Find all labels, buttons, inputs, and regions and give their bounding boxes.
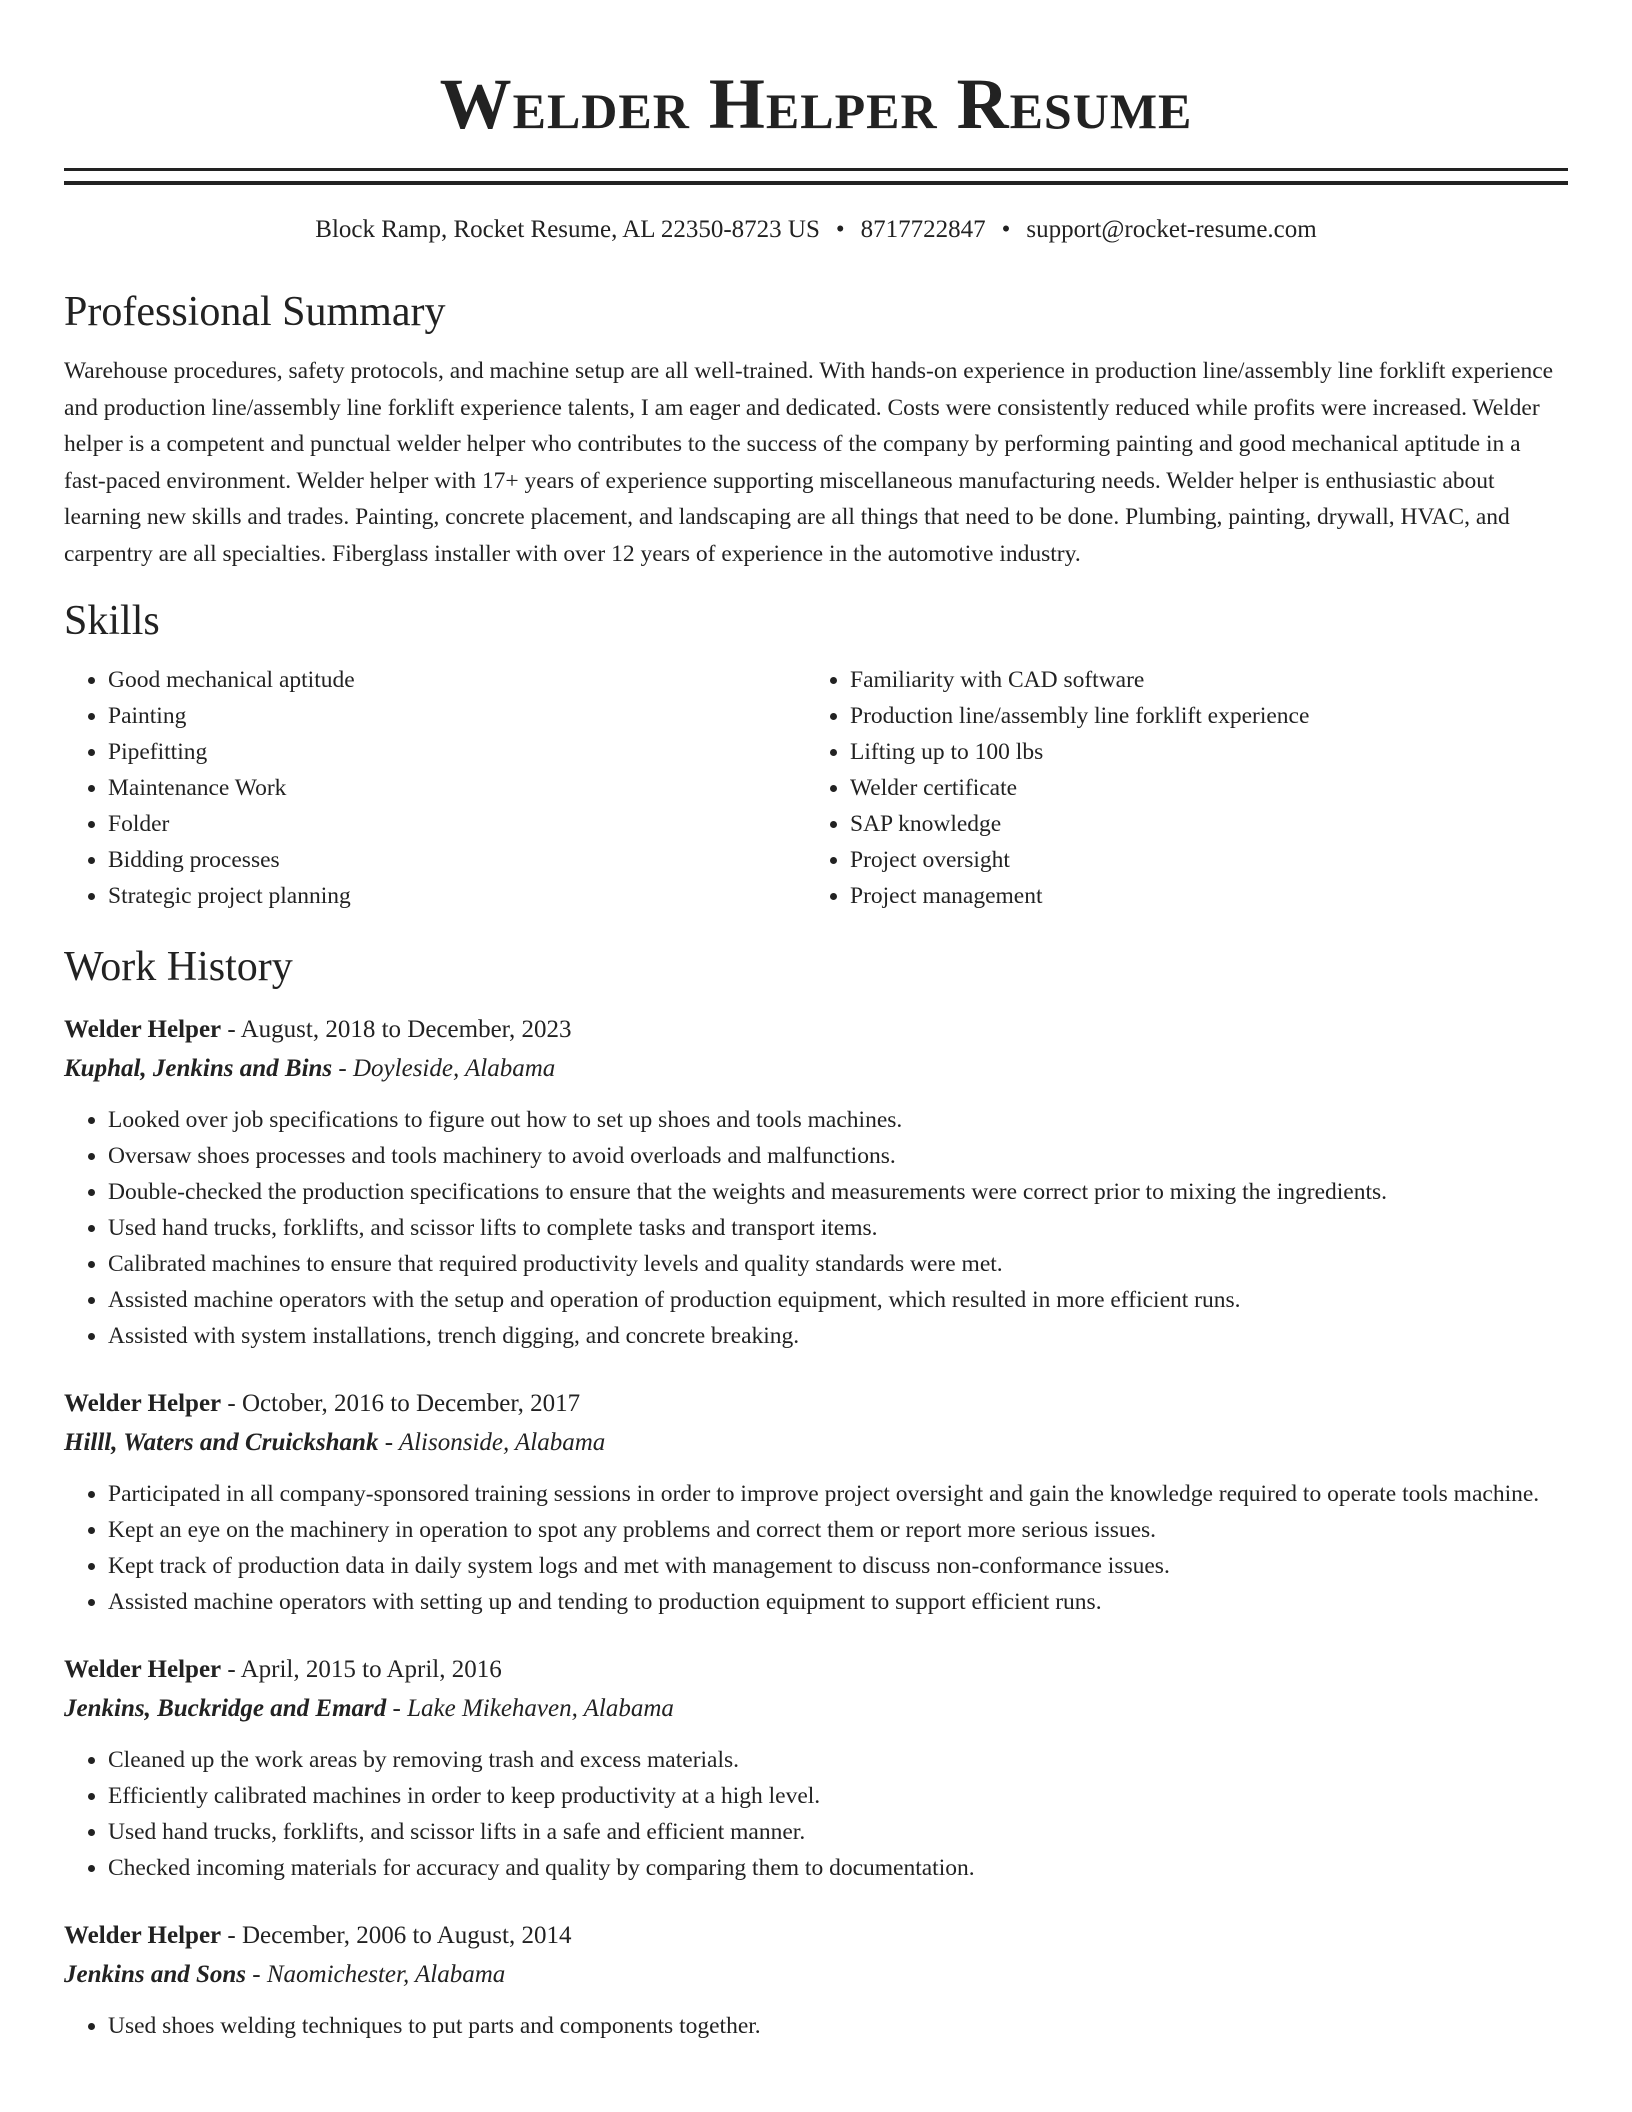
job-company: Jenkins, Buckridge and Emard [64, 1695, 387, 1722]
job-location: - Naomichester, Alabama [246, 1961, 506, 1988]
contact-separator: • [1001, 216, 1011, 243]
job-dates: - December, 2006 to August, 2014 [221, 1922, 572, 1949]
job-bullet: • Used hand trucks, forklifts, and scissor lifts in a safe and efficient manner. [108, 1814, 1568, 1850]
job-title-line [64, 1650, 1568, 1689]
skill-item: • Project oversight [850, 842, 1548, 878]
skill-item: • Painting [108, 698, 806, 734]
contact-phone: 8717722847 [860, 216, 986, 243]
job-bullets [64, 1102, 1568, 1354]
job-company-line [64, 1955, 1568, 1994]
skill-item: • Good mechanical aptitude [108, 662, 806, 698]
job-company-line [64, 1689, 1568, 1728]
skill-item: • Folder [108, 806, 806, 842]
job-bullet: • Assisted machine operators with the setup and operation of production equipment, which resulted in more efficient runs. [108, 1282, 1568, 1318]
job-entry [64, 1650, 1568, 1886]
job-company: Kuphal, Jenkins and Bins [64, 1055, 333, 1082]
job-role: Welder Helper [64, 1922, 222, 1949]
skill-item: • Lifting up to 100 lbs [850, 734, 1548, 770]
job-title-line [64, 1010, 1568, 1049]
skill-item: • Strategic project planning [108, 878, 806, 914]
job-bullet: • Used hand trucks, forklifts, and scissor lifts to complete tasks and transport items. [108, 1210, 1568, 1246]
job-bullet: • Participated in all company-sponsored training sessions in order to improve project oversight and gain the knowledge required to operate tools machine. [108, 1476, 1568, 1512]
job-title-line [64, 1916, 1568, 1955]
job-company-line [64, 1423, 1568, 1462]
job-bullet: • Double-checked the production specifications to ensure that the weights and measurements were correct prior to mixing the ingredients. [108, 1174, 1568, 1210]
job-dates: - April, 2015 to April, 2016 [221, 1656, 502, 1683]
skill-item: • Maintenance Work [108, 770, 806, 806]
job-location: - Lake Mikehaven, Alabama [386, 1695, 674, 1722]
skill-item: • Welder certificate [850, 770, 1548, 806]
job-bullet: • Cleaned up the work areas by removing trash and excess materials. [108, 1742, 1568, 1778]
contact-line [64, 213, 1568, 247]
skill-item: • Production line/assembly line forklift experience [850, 698, 1548, 734]
job-bullet: • Assisted with system installations, trench digging, and concrete breaking. [108, 1318, 1568, 1354]
skills-column-right [806, 662, 1548, 914]
resume-title: Welder Helper Resume [439, 64, 1193, 144]
job-bullet: • Looked over job specifications to figure out how to set up shoes and tools machines. [108, 1102, 1568, 1138]
job-entry [64, 1916, 1568, 2044]
job-bullets [64, 2008, 1568, 2044]
skill-item: • Pipefitting [108, 734, 806, 770]
contact-email: support@rocket-resume.com [1026, 216, 1317, 243]
contact-address: Block Ramp, Rocket Resume, AL 22350-8723 US [315, 216, 820, 243]
job-bullets [64, 1476, 1568, 1620]
job-bullet: • Kept an eye on the machinery in operation to spot any problems and correct them or report more serious issues. [108, 1512, 1568, 1548]
job-bullet: • Checked incoming materials for accuracy and quality by comparing them to documentation. [108, 1850, 1568, 1886]
job-company-line [64, 1049, 1568, 1088]
work-history-heading: Work History [64, 944, 293, 990]
summary-text: Warehouse procedures, safety protocols, and machine setup are all well-trained. With hands-on experience in production line/assembly line forklift experience and production line/assembly line forklift experience talents, I am eager and dedicated. Costs were consistently reduced while profits were increased. Welder helper is a competent and punctual welder helper who contributes to the success of the company by performing painting and good mechanical aptitude in a fast-paced environment. Welder helper with 17+ years of experience supporting miscellaneous manufacturing needs. Welder helper is enthusiastic about learning new skills and trades. Painting, concrete placement, and landscaping are all things that need to be done. Plumbing, painting, drywall, HVAC, and carpentry are all specialties. Fiberglass installer with over 12 years of experience in the automotive industry. [64, 358, 1554, 567]
job-bullets [64, 1742, 1568, 1886]
contact-separator: • [835, 216, 845, 243]
job-bullet: • Kept track of production data in daily system logs and met with management to discuss non-conformance issues. [108, 1548, 1568, 1584]
job-bullet: • Used shoes welding techniques to put parts and components together. [108, 2008, 1568, 2044]
skill-item: • Bidding processes [108, 842, 806, 878]
job-dates: - October, 2016 to December, 2017 [221, 1390, 581, 1417]
job-role: Welder Helper [64, 1390, 222, 1417]
job-dates: - August, 2018 to December, 2023 [221, 1016, 572, 1043]
job-role: Welder Helper [64, 1016, 222, 1043]
skill-item: • Project management [850, 878, 1548, 914]
skill-item: • Familiarity with CAD software [850, 662, 1548, 698]
job-bullet: • Efficiently calibrated machines in order to keep productivity at a high level. [108, 1778, 1568, 1814]
job-entry [64, 1010, 1568, 1354]
skills-list [64, 662, 1568, 914]
job-location: - Alisonside, Alabama [378, 1429, 606, 1456]
job-title-line [64, 1384, 1568, 1423]
job-bullet: • Oversaw shoes processes and tools machinery to avoid overloads and malfunctions. [108, 1138, 1568, 1174]
summary-heading: Professional Summary [64, 289, 446, 335]
job-location: - Doyleside, Alabama [332, 1055, 556, 1082]
job-company: Jenkins and Sons [64, 1961, 247, 1988]
job-bullet: • Calibrated machines to ensure that required productivity levels and quality standards were met. [108, 1246, 1568, 1282]
skills-column-left [64, 662, 806, 914]
resume-page [64, 0, 1568, 2044]
skills-heading: Skills [64, 598, 160, 644]
job-role: Welder Helper [64, 1656, 222, 1683]
skill-item: • SAP knowledge [850, 806, 1548, 842]
job-entry [64, 1384, 1568, 1620]
job-bullet: • Assisted machine operators with setting up and tending to production equipment to support efficient runs. [108, 1584, 1568, 1620]
title-divider [64, 168, 1568, 185]
job-company: Hilll, Waters and Cruickshank [64, 1429, 379, 1456]
